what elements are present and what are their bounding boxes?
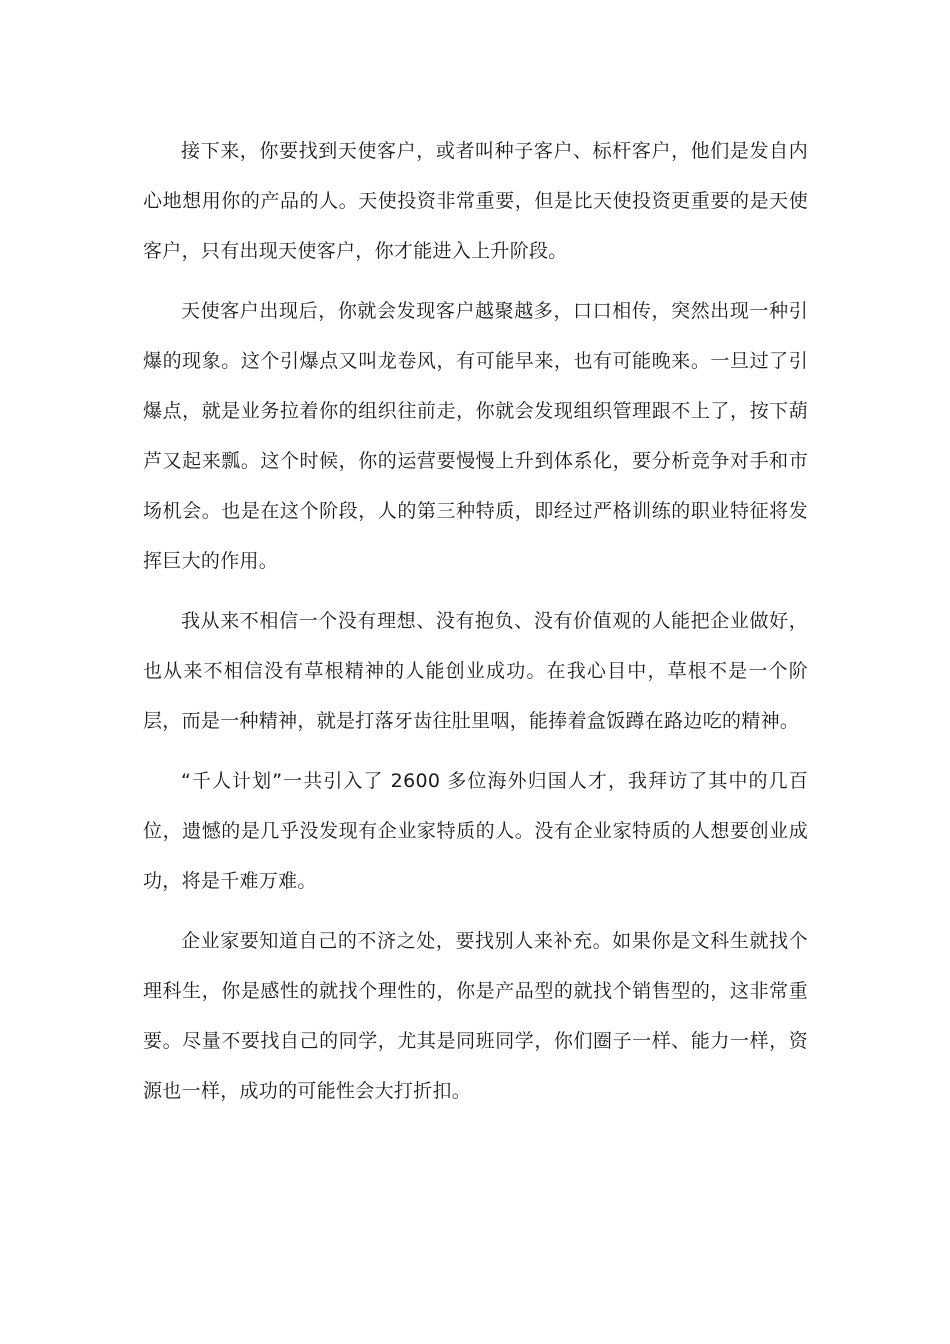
paragraph-3: 我从来不相信一个没有理想、没有抱负、没有价值观的人能把企业做好，也从来不相信没有草根精神的人能创业成功。在我心目中，草根不是一个阶层，而是一种精神，就是打落牙齿往肚里咽，能捧着盒饭蹲在路边吃的精神。 xyxy=(143,610,808,732)
paragraph-1: 接下来，你要找到天使客户，或者叫种子客户、标杆客户，他们是发自内心地想用你的产品的人。天使投资非常重要，但是比天使投资更重要的是天使客户，只有出现天使客户，你才能进入上升阶段。 xyxy=(143,140,808,262)
paragraph-2: 天使客户出现后，你就会发现客户越聚越多，口口相传，突然出现一种引爆的现象。这个引爆点又叫龙卷风，有可能早来，也有可能晚来。一旦过了引爆点，就是业务拉着你的组织往前走，你就会发现组织管理跟不上了，按下葫芦又起来瓢。这个时候，你的运营要慢慢上升到体系化，要分析竞争对手和市场机会。也是在这个阶段，人的第三种特质，即经过严格训练的职业特征将发挥巨大的作用。 xyxy=(143,300,808,572)
document-body xyxy=(143,126,808,1126)
paragraph-4: “千人计划”一共引入了 2600 多位海外归国人才，我拜访了其中的几百位，遗憾的是几乎没发现有企业家特质的人。没有企业家特质的人想要创业成功，将是千难万难。 xyxy=(143,770,808,892)
paragraph-5: 企业家要知道自己的不济之处，要找别人来补充。如果你是文科生就找个理科生，你是感性的就找个理性的，你是产品型的就找个销售型的，这非常重要。尽量不要找自己的同学，尤其是同班同学，你们圈子一样、能力一样，资源也一样，成功的可能性会大打折扣。 xyxy=(143,930,808,1102)
